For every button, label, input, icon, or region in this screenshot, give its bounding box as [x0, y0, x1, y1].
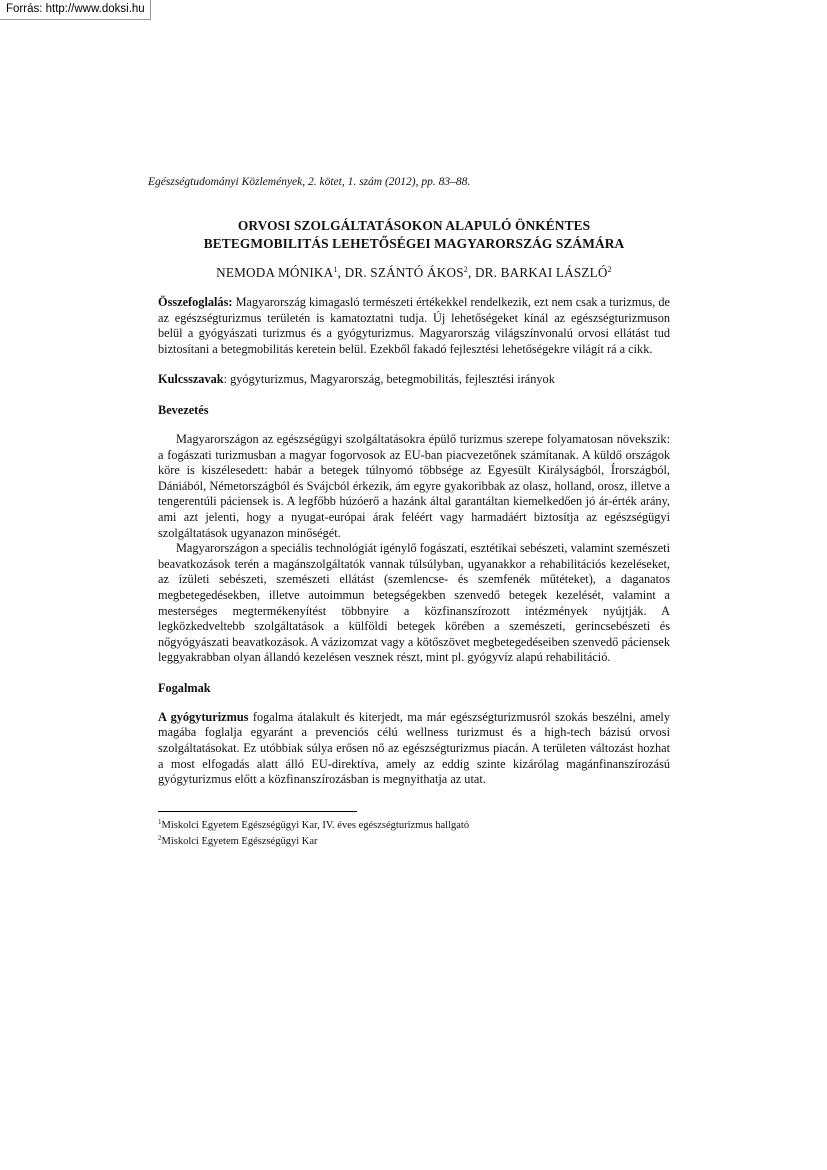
footnote-divider — [158, 811, 357, 812]
concepts-term: A gyógyturizmus — [158, 709, 249, 724]
source-label: Forrás: http://www.doksi.hu — [0, 0, 151, 20]
footnote-mark: 2 — [158, 833, 162, 842]
abstract-label: Összefoglalás: — [158, 295, 233, 309]
footnote-mark: 1 — [158, 817, 162, 826]
section-heading-intro: Bevezetés — [158, 402, 209, 417]
concepts-paragraph — [158, 710, 670, 788]
title-line-2: BETEGMOBILITÁS LEHETŐSÉGEI MAGYARORSZÁG SZÁMÁRA — [203, 236, 625, 251]
footnote-text: Miskolci Egyetem Egészségügyi Kar — [161, 835, 318, 847]
author-list: NEMODA MÓNIKA$^1$, DR. SZÁNTÓ ÁKOS$^2$, DR. BARKAI LÁSZLÓ$^2$ — [216, 265, 612, 280]
section-heading-concepts: Fogalmak — [158, 680, 211, 695]
footnotes — [158, 816, 670, 848]
author-affiliation: 1 — [333, 265, 338, 274]
author-name: NEMODA MÓNIKA — [216, 265, 334, 280]
keywords-text: : gyógyturizmus, Magyarország, betegmobilitás, fejlesztési irányok — [223, 372, 555, 387]
keywords-label: Kulcsszavak — [158, 372, 224, 387]
concepts-text: fogalma átalakult és kiterjedt, ma már egészségturizmusról szokás beszélni, amely magába foglalja egyaránt a prevenciós célú wellness turizmust és a high-tech bázisú orvosi szolgáltatásokat. Ez utóbbiak súlya erősen nő az egészségturizmus piacán. A területen változást hozhat a most elfogadás alatt álló EU-direktíva, amely az eddig szinte kizárólag magánfinanszírozású gyógyturizmus előtt a közfinanszírozásban is megnyithatja az utat. — [158, 709, 670, 787]
journal-reference: Egészségtudományi Közlemények, 2. kötet, 1. szám (2012), pp. 83–88. — [148, 176, 471, 188]
paper-page — [148, 176, 670, 848]
intro-paragraph-2: Magyarországon a speciális technológiát igénylő fogászati, esztétikai sebészeti, valamint szemészeti beavatkozások terén a magánszolgáltatók vannak túlsúlyban, ugyanakkor a rehabilitációs kezeléseket, az ízületi sebészeti, szemészeti ellátást (szemlencse- és szemfenék műtéteket), a daganatos megbetegedésekben, illetve autoimmun betegségekben szenvedő betegek kezelését, valamint a mesterséges megtermékenyítést többnyire a közfinanszírozott intézmények nyújtják. A legközkedveltebb szolgáltatások a külföldi betegek körében a szemészeti, gerincsebészeti és nőgyógyászati beavatkozások. A vázizomzat vagy a kötőszövet megbetegedéseiben szenvedő páciensek leggyakrabban olyan állandó kezelésen vesznek részt, mint pl. gyógyvíz alapú rehabilitáció. — [158, 541, 670, 665]
author-name: DR. BARKAI LÁSZLÓ — [474, 265, 608, 280]
abstract — [158, 295, 670, 357]
abstract-text: Magyarország kimagasló természeti értékekkel rendelkezik, ezt nem csak a turizmus, de az egészségturizmus területén is kamatoztatni tudja. Új lehetőségeket kínál az egészségturizmuson belül a gyógyászati turizmus és a gyógyturizmus. Magyarország világszínvonalú orvosi ellátást tud biztosítani a betegmobilitás keretein belül. Ezekből fakadó fejlesztési lehetőségekre világít rá a cikk. — [158, 295, 670, 356]
footnote-text: Miskolci Egyetem Egészségügyi Kar, IV. éves egészségturizmus hallgató — [161, 819, 470, 831]
author-affiliation: 2 — [607, 265, 612, 274]
author-name: DR. SZÁNTÓ ÁKOS — [344, 265, 464, 280]
author-affiliation: 2 — [463, 265, 468, 274]
intro-paragraph-1: Magyarországon az egészségügyi szolgáltatásokra épülő turizmus szerepe folyamatosan növekszik: a fogászati turizmusban a magyar fogorvosok az EU-ban piacvezetőnek számítanak. A küldő országok köre is kiszélesedett: habár a betegek túlnyomó többsége az Egyesült Királyságból, Írországból, Dániából, Németországból és Svájcból érkezik, ám egyre gyakoribbak az olasz, holland, orosz, illetve a tengerentúli páciensek is. A legfőbb húzóerő a hazánk által garantáltan kiemelkedően jó ár-érték arány, ami azt jelenti, hogy a nyugat-európai árak feléért vagy harmadáért biztosítja az egészségügyi szolgáltatások ugyanazon minőségét. — [158, 431, 670, 540]
paper-title — [158, 217, 670, 253]
footnote-1 — [158, 816, 670, 832]
keywords — [158, 372, 670, 388]
title-line-1: ORVOSI SZOLGÁLTATÁSOKON ALAPULÓ ÖNKÉNTES — [237, 218, 591, 233]
footnote-2 — [158, 832, 670, 848]
